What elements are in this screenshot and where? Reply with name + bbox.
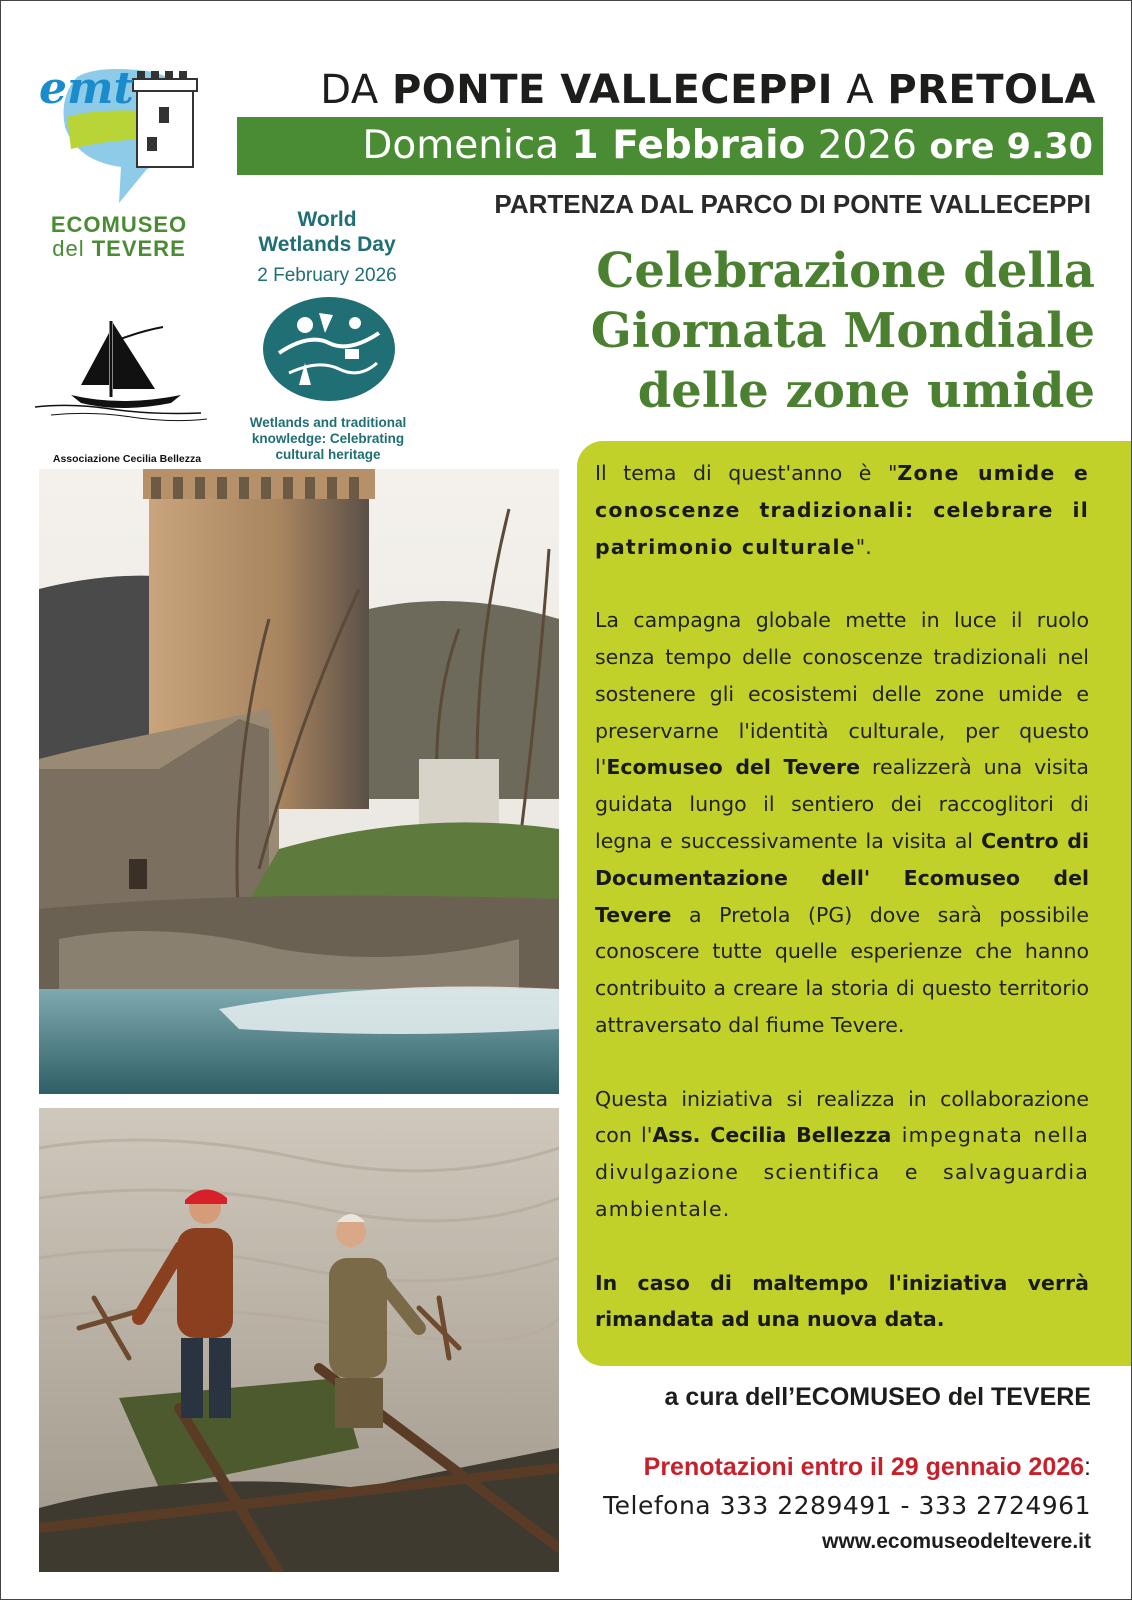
booking-colon: : — [1084, 1453, 1091, 1481]
description-text — [595, 455, 1089, 1375]
collab-a: Questa iniziativa si realizza in collaborazione con l' — [595, 1086, 1089, 1148]
date-bar — [237, 117, 1103, 175]
theme-end: ". — [855, 534, 872, 559]
campaign-a: La campagna globale mette in luce il ruolo senza tempo delle conoscenze tradizionali nel sostenere gli ecosistemi delle zone umide e preservarne l'identità culturale, per questo l' — [595, 608, 1089, 780]
website-link[interactable]: www.ecomuseodeltevere.it — [822, 1530, 1091, 1553]
booking-text: Prenotazioni entro il 29 gennaio 2026 — [643, 1453, 1085, 1481]
title-mid: A — [846, 67, 875, 113]
river-gatherers-photo — [39, 1108, 559, 1572]
ecomuseo-tevere: TEVERE — [91, 236, 186, 261]
theme-intro: Il tema di quest'anno è " — [595, 461, 898, 485]
wwd-tagline — [233, 415, 423, 463]
date-year: 2026 — [817, 123, 917, 168]
title-prefix: DA — [320, 67, 379, 113]
date-main: 1 Febbraio — [571, 123, 806, 168]
page-title — [301, 67, 1096, 113]
date-day: Domenica — [362, 123, 560, 168]
celebration-line3: delle zone umide — [637, 363, 1095, 419]
title-from: PONTE VALLECEPPI — [391, 67, 833, 113]
campaign-paragraph — [595, 602, 1089, 1044]
ecomuseo-del: del — [52, 236, 85, 261]
wwd-title — [237, 207, 417, 257]
wwd-date: 2 February 2026 — [257, 265, 397, 286]
assoc-label: Associazione Cecilia Bellezza — [52, 453, 202, 465]
departure-text: PARTENZA DAL PARCO DI PONTE VALLECEPPI — [494, 189, 1091, 219]
date-time: ore 9.30 — [929, 127, 1093, 167]
wwd-emblem-icon — [259, 293, 399, 405]
ecomuseo-logo-text — [39, 213, 199, 261]
wwd-tag-line1: Wetlands and traditional — [249, 415, 407, 430]
collab-c: impegnata nella divulgazione scientifica e salvaguardia ambientale. — [595, 1123, 1090, 1221]
campaign-c: realizzerà una visita guidata lungo il sentiero dei raccoglitori di legna e successivamente la visita al — [595, 755, 1089, 853]
wwd-tag-line3: cultural heritage — [275, 447, 381, 462]
theme-title: Zone umide e conoscenze tradizionali: celebrare il patrimonio culturale — [595, 461, 1089, 559]
ecomuseo-emt-logo — [37, 57, 207, 207]
collab-paragraph — [595, 1081, 1089, 1228]
organizer-credit: a cura dell’ECOMUSEO del TEVERE — [664, 1383, 1091, 1411]
celebration-line1: Celebrazione della — [596, 243, 1095, 299]
collab-assoc: Ass. Cecilia Bellezza — [652, 1123, 892, 1148]
booking-deadline — [541, 1453, 1091, 1482]
celebration-heading — [521, 241, 1095, 421]
phone-numbers: Telefona 333 2289491 - 333 2724961 — [603, 1491, 1091, 1520]
campaign-ecomuseo: Ecomuseo del Tevere — [606, 755, 860, 780]
emt-letters: emt — [39, 63, 134, 114]
title-to: PRETOLA — [887, 67, 1096, 113]
campaign-e: a Pretola (PG) dove sarà possibile conoscere tutte quelle esperienze che hanno contribuito a creare la storia di questo territorio attraversato dal fiume Tevere. — [595, 902, 1089, 1037]
wwd-title-line2: Wetlands Day — [258, 233, 396, 256]
wwd-tag-line2: knowledge: Celebrating — [251, 431, 405, 446]
sailboat-icon — [31, 311, 211, 431]
wwd-title-line1: World — [297, 208, 357, 231]
tower-river-photo — [39, 469, 559, 1094]
ecomuseo-line1: ECOMUSEO — [50, 212, 188, 237]
weather-paragraph — [595, 1265, 1089, 1339]
campaign-centro: Centro di Documentazione dell' Ecomuseo del Tevere — [595, 828, 1089, 927]
celebration-line2: Giornata Mondiale — [590, 303, 1095, 359]
theme-paragraph — [595, 455, 1089, 565]
ecomuseo-line2 — [39, 237, 199, 261]
weather-note: In caso di maltempo l'iniziativa verrà rimandata ad una nuova data. — [595, 1270, 1089, 1332]
